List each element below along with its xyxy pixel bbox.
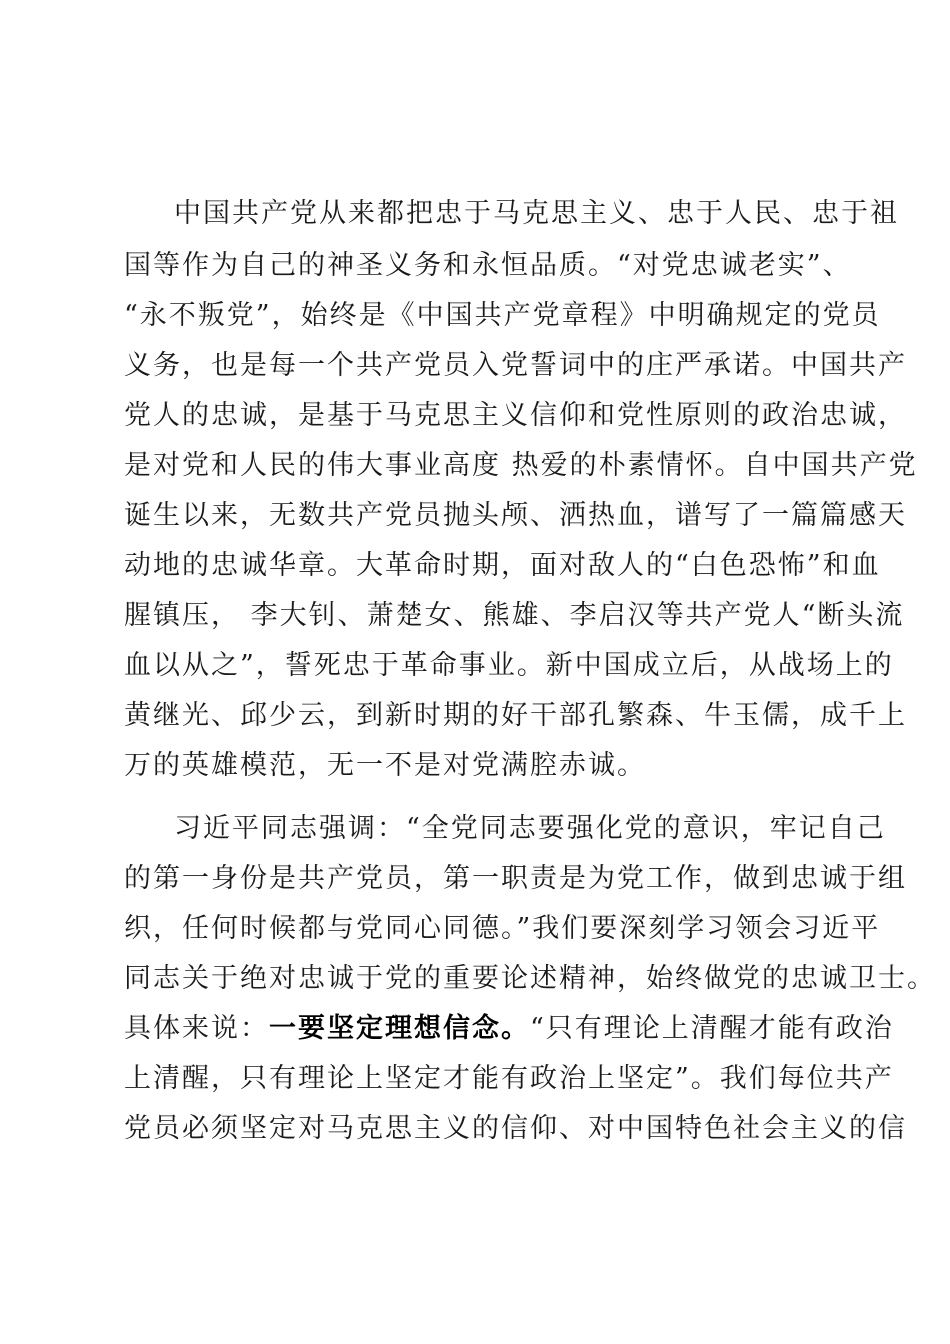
paragraph-2-line-6: 上清醒，只有理论上坚定才能有政治上坚定”。我们每位共产	[124, 1063, 894, 1094]
key-point-heading: 一要坚定理想信念。	[269, 1013, 530, 1044]
paragraph-1-line-10: 血以从之”，誓死忠于革命事业。新中国成立后，从战场上的	[124, 650, 894, 681]
paragraph-1-line-11: 黄继光、邱少云，到新时期的好干部孔繁森、牛玉儒，成千上	[124, 700, 907, 731]
mixed-line-suffix: “只有理论上清醒才能有政治	[530, 1013, 894, 1044]
paragraph-1-line-3: “永不叛党”，始终是《中国共产党章程》中明确规定的党员	[124, 300, 881, 331]
paragraph-1-line-1: 中国共产党从来都把忠于马克思主义、忠于人民、忠于祖	[174, 198, 899, 229]
paragraph-1-line-5: 党人的忠诚，是基于马克思主义信仰和党性原则的政治忠诚，	[124, 400, 907, 431]
paragraph-2-line-2: 的第一身份是共产党员，第一职责是为党工作，做到忠诚于组	[124, 863, 907, 894]
paragraph-2-line-5	[124, 1003, 894, 1055]
paragraph-2-line-7: 党员必须坚定对马克思主义的信仰、对中国特色社会主义的信	[124, 1113, 907, 1144]
paragraph-1-line-6: 是对党和人民的伟大事业高度 热爱的朴素情怀。自中国共产党	[124, 450, 918, 481]
paragraph-2-line-1: 习近平同志强调：“全党同志要强化党的意识，牢记自己	[174, 813, 886, 844]
paragraph-1-line-7: 诞生以来，无数共产党员抛头颅、洒热血，谱写了一篇篇感天	[124, 500, 907, 531]
paragraph-2-line-4: 同志关于绝对忠诚于党的重要论述精神，始终做党的忠诚卫士。	[124, 963, 936, 994]
paragraph-1-line-2: 国等作为自己的神圣义务和永恒品质。“对党忠诚老实”、	[124, 250, 852, 281]
paragraph-1-line-4: 义务，也是每一个共产党员入党誓词中的庄严承诺。中国共产	[124, 350, 907, 381]
paragraph-1-line-8: 动地的忠诚华章。大革命时期，面对敌人的“白色恐怖”和血	[124, 550, 881, 581]
mixed-line-prefix: 具体来说：	[124, 1013, 269, 1044]
paragraph-2-line-3: 织，任何时候都与党同心同德。”我们要深刻学习领会习近平	[124, 913, 881, 944]
paragraph-1-line-9: 腥镇压， 李大钊、萧楚女、熊雄、李启汉等共产党人“断头流	[124, 600, 905, 631]
paragraph-1-line-12: 万的英雄模范，无一不是对党满腔赤诚。	[124, 750, 646, 781]
